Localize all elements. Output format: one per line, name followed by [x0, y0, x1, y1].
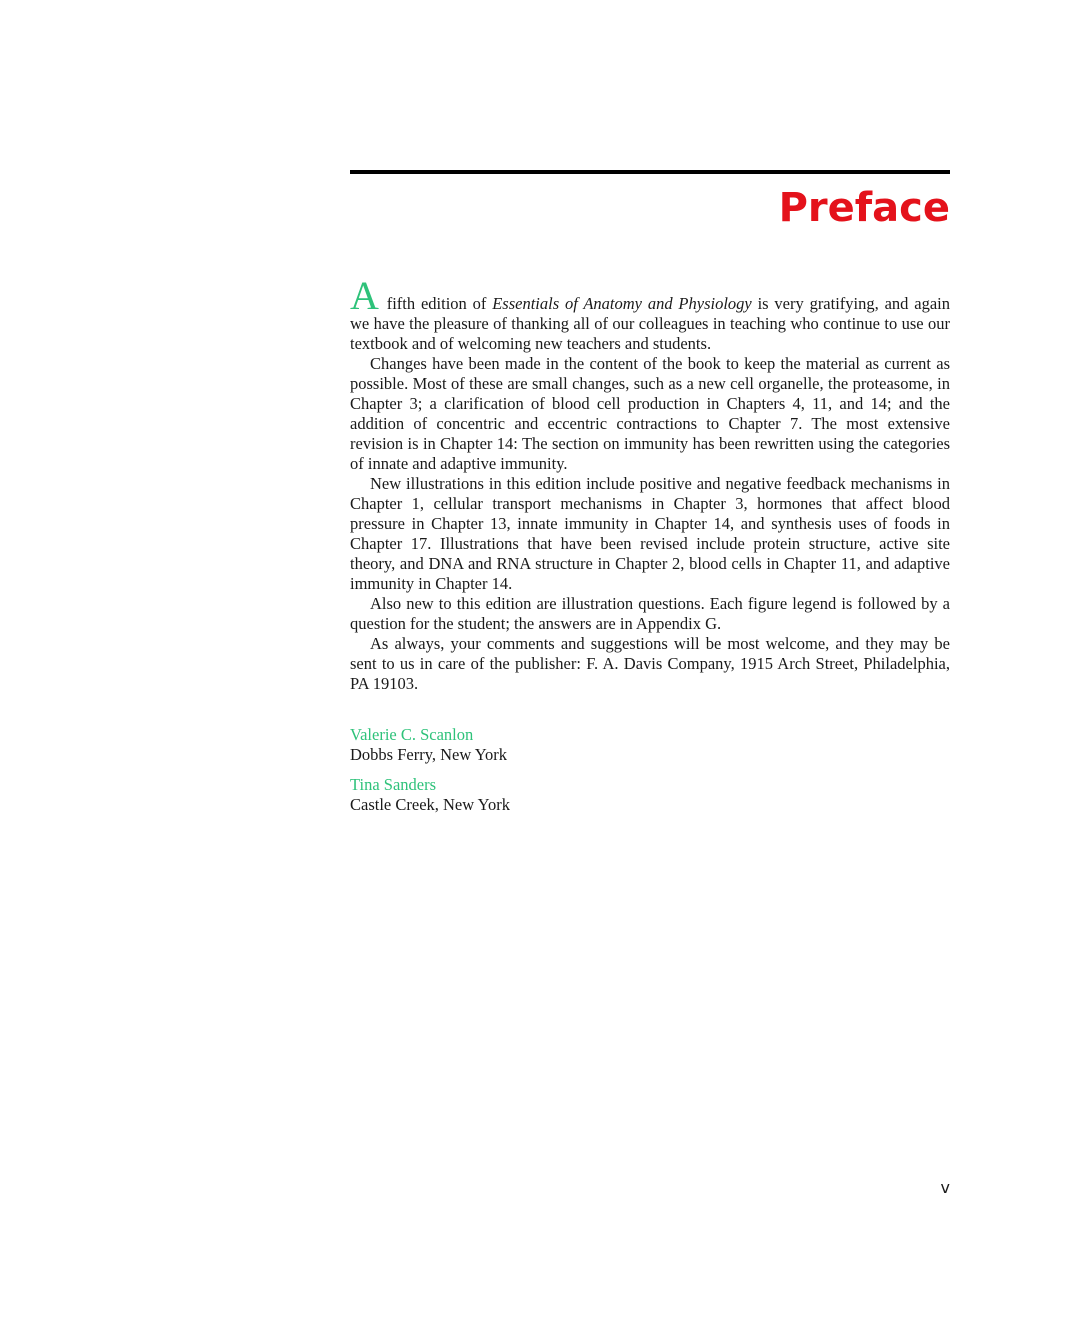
paragraph-5: As always, your comments and suggestions will be most welcome, and they may be sent to us in care of the publisher: F. A. Davis Company, 1915 Arch Street, Philadelphia, PA 19103.: [350, 634, 950, 693]
paragraph-1-text-b: is very gratifying, and again we have the pleasure of thanking all of our colleagues in teaching who continue to use our textbook and of welcoming new teachers and students.: [350, 294, 950, 353]
signature-block: [350, 725, 950, 765]
page-number: v: [940, 1178, 950, 1197]
author-name: Tina Sanders: [350, 775, 437, 794]
signature-block: [350, 775, 950, 815]
paragraph-3: New illustrations in this edition include positive and negative feedback mechanisms in Chapter 1, cellular transport mechanisms in Chapter 3, hormones that affect blood pressure in Chapter 13, innate immunity in Chapter 14, and synthesis uses of foods in Chapter 17. Illustrations that have been revised include protein structure, active site theory, and DNA and RNA structure in Chapter 2, blood cells in Chapter 11, and adaptive immunity in Chapter 14.: [350, 474, 950, 593]
author-location: Castle Creek, New York: [350, 795, 510, 814]
author-location: Dobbs Ferry, New York: [350, 745, 508, 764]
paragraph-2: Changes have been made in the content of the book to keep the material as current as possible. Most of these are small changes, such as a new cell organelle, the proteasome, in Chapter 3; a clarification of blood cell production in Chapters 4, 11, and 14; and the addition of concentric and eccentric contractions to Chapter 7. The most extensive revision is in Chapter 14: The section on immunity has been rewritten using the categories of innate and adaptive immunity.: [350, 354, 950, 473]
title-rule: [350, 170, 950, 174]
preface-body: [350, 273, 950, 694]
paragraph-1-text-a: fifth edition of: [380, 294, 493, 313]
paragraph-4: Also new to this edition are illustration questions. Each figure legend is followed by a question for the student; the answers are in Appendix G.: [350, 594, 950, 633]
author-name: Valerie C. Scanlon: [350, 725, 474, 744]
book-title: Essentials of Anatomy and Physiology: [492, 294, 752, 313]
drop-cap: A: [350, 273, 379, 318]
page-title: Preface: [778, 185, 950, 231]
paragraph-1: [350, 273, 950, 354]
signatures: [350, 725, 950, 825]
